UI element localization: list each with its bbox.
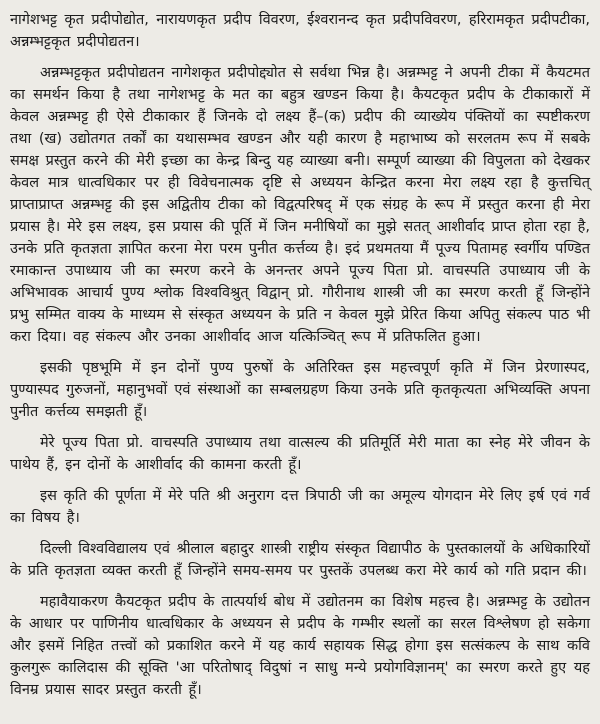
paragraph-library-thanks: दिल्ली विश्वविद्यालय एवं श्रीलाल बहादुर शास्त्री राष्ट्रीय संस्कृत विद्यापीठ के पुस्तकालयों के अधिकारियों के प्रति कृतज्ञता व्यक्त करती हूँ जिन्होंने समय-समय पर पुस्तकें उपलब्ध करा मेरे कार्य को गति प्रदान की। [10, 541, 590, 579]
paragraph-parents-blessing: मेरे पूज्य पिता प्रो. वाचस्पति उपाध्याय तथा वात्सल्य की प्रतिमूर्ति मेरी माता का स्नेह मेरे जीवन के पाथेय हैं, इन दोनों के आशीर्वाद की कामना करती हूँ। [10, 435, 590, 473]
paragraph-husband-contribution: इस कृति की पूर्णता में मेरे पति श्री अनुराग दत्त त्रिपाठी जी का अमूल्य योगदान मेरे लिए इर्ष एवं गर्व का विषय है। [10, 488, 590, 526]
paragraph-closing-dedication: महावैयाकरण कैयटकृत प्रदीप के तात्पर्यार्थ बोध में उद्योतनम का विशेष महत्त्व है। अन्नम्भट्ट के उद्योतन के आधार पर पाणिनीय धात्वधिकार के अध्ययन से प्रदीप के गम्भीर स्थलों का सरल विश्लेषण हो सकेगा और इसमें निहित तत्त्वों को प्रकाशित करने में यह कार्य सहायक सिद्ध होगा इस सत्संकल्प के साथ कवि कुलगुरू कालिदास की सूक्ति 'आ परितोषाद् विदुषां न साधु मन्ये प्रयोगविज्ञानम्' का स्मरण करते हुए यह विनम्र प्रयास सादर प्रस्तुत करती हूँ। [10, 594, 590, 698]
paragraph-commentary-list: नागेशभट्ट कृत प्रदीपोद्योत, नारायणकृत प्रदीप विवरण, ईश्वरानन्द कृत प्रदीपविवरण, हरिरामकृत प्रदीपटीका, अन्नम्भट्टकृत प्रदीपोद्यतन। [10, 12, 590, 50]
paragraph-gratitude-mentors: इसकी पृष्ठभूमि में इन दोनों पुण्य पुरुषों के अतिरिक्त इस महत्त्वपूर्ण कृति में जिन प्रेरणास्पद, पुण्यास्पद गुरुजनों, महानुभवों एवं संस्थाओं का सम्बलग्रहण किया उनके प्रति कृतकृत्यता अभिव्यक्ति अपना पुनीत कर्त्तव्य समझती हूँ। [10, 360, 590, 420]
paragraph-pradipodyatana-discussion: अन्नम्भट्टकृत प्रदीपोद्यतन नागेशकृत प्रदीपोद्द्योत से सर्वथा भिन्न है। अन्नम्भट्ट ने अपनी टीका में कैयटमत का समर्थन किया है तथा नागेशभट्ट के मत का बहुत्र खण्डन किया है। कैयटकृत प्रदीप के टीकाकारों में केवल अन्नम्भट्ट ही ऐसे टीकाकार हैं जिनके दो लक्ष्य हैं–(क) प्रदीप की व्याख्येय पंक्तियों का स्पष्टीकरण तथा (ख) उद्योतगत तर्कों का यथासम्भव खण्डन और यही कारण है महाभाष्य को सरलतम रूप में सबके समक्ष प्रस्तुत करने की मेरी इच्छा का केन्द्र बिन्दु यह व्याख्या बनी। सम्पूर्ण व्याख्या की विपुलता को देखकर केवल मात्र धात्वधिकार पर ही विवेचनात्मक दृष्टि से अध्ययन केन्द्रित करना मेरा लक्ष्य रहा है कुत्तचित् प्राप्ताप्राप्त अन्नम्भट्ट की इस अद्वितीय टीका को विद्वत्परिषद् में एक संग्रह के रूप में प्रस्तुत करना ही मेरा प्रयास है। मेरे इस लक्ष्य, इस प्रयास की पूर्ति में जिन मनीषियों का मुझे सतत् आशीर्वाद प्राप्त होता रहा है, उनके प्रति कृतज्ञता ज्ञापित करना मेरा परम पुनीत कर्त्तव्य है। इदं प्रथमतया मैं पूज्य पितामह स्वर्गीय पण्डित रमाकान्त उपाध्याय जी का स्मरण करने के अनन्तर अपने पूज्य पिता प्रो. वाचस्पति उपाध्याय जी के अभिभावक आचार्य पुण्य श्लोक विश्वविश्रुत् विद्वान् प्रो. गौरीनाथ शास्त्री जी का स्मरण करती हूँ जिन्होंने प्रभु सम्मित वाक्य के माध्यम से संस्कृत अध्ययन के प्रति न केवल मुझे प्रेरित किया अपितु संकल्प पाठ भी करा दिया। वह संकल्प और उनका आशीर्वाद आज यत्किञ्चित् रूप में प्रतिफलित हुआ। [10, 65, 590, 345]
